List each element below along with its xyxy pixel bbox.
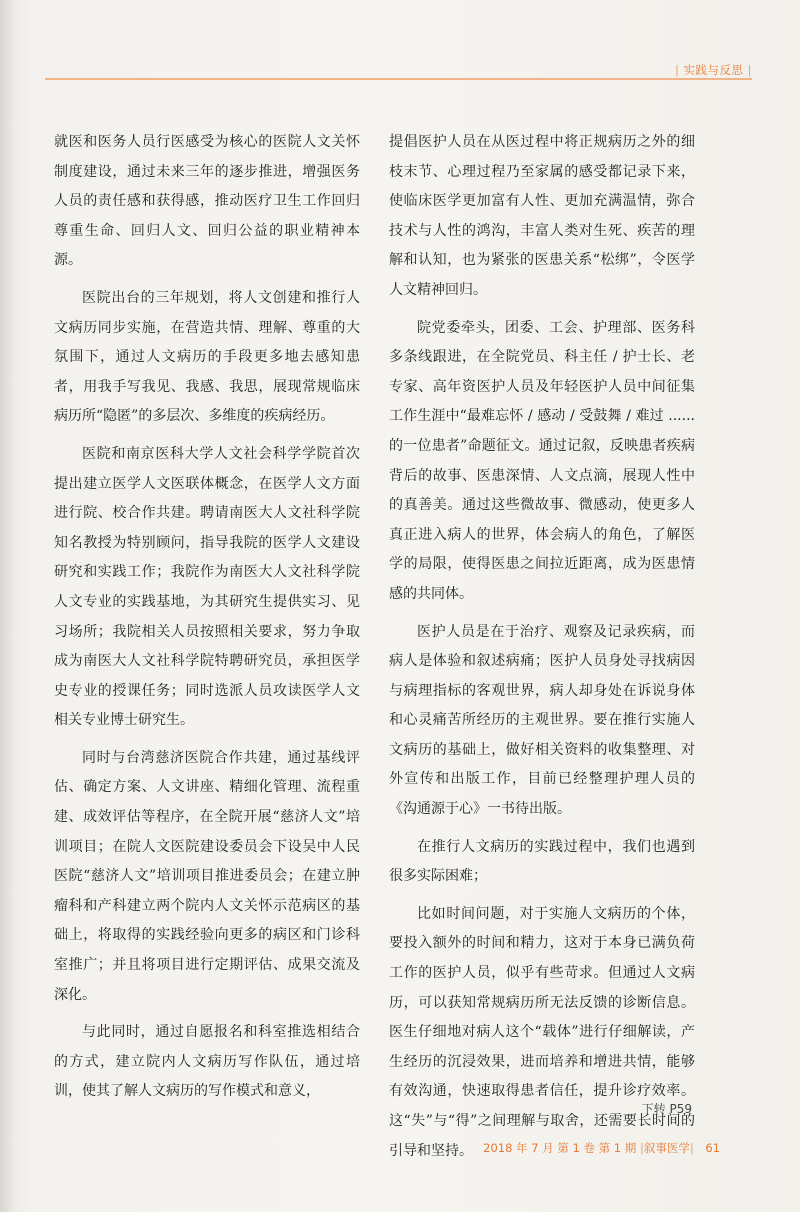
paragraph: 医院出台的三年规划，将人文创建和推行人文病历同步实施，在营造共情、理解、尊重的大氛围下，通过人文病历的手段更多地去感知患者，用我手写我见、我感、我思，展现常规临床病历所“隐匿”的多层次、多维度的疾病经历。 [54,289,360,425]
left-column [54,128,360,1115]
paragraph: 医院和南京医科大学人文社会科学学院首次提出建立医学人文医联体概念，在医学人文方面进行院、校合作共建。聘请南医大人文社科学院知名教授为特别顾问，指导我院的医学人文建设研究和实践工作；我院作为南医大人文社科学院人文专业的实践基地，为其研究生提供实习、见习场所；我院相关人员按照相关要求，努力争取成为南医大人文社科学院特聘研究员，承担医学史专业的授课任务；同时选派人员攻读医学人文相关专业博士研究生。 [54,445,360,729]
continued-note: 下转 P59 [641,1102,692,1116]
paragraph: 与此同时，通过自愿报名和科室推选相结合的方式，建立院内人文病历写作队伍，通过培训，使其了解人文病历的写作模式和意义， [54,1024,360,1100]
right-column [389,128,695,1174]
paragraph: 院党委牵头，团委、工会、护理部、医务科多条线跟进，在全院党员、科主任 / 护士长、老专家、高年资医护人员及年轻医护人员中间征集工作生涯中“最难忘怀 / 感动 / 受鼓舞 / 难过 ...... 的一位患者”命题征文。通过记叙，反映患者疾病背后的故事、医患深情、人文点滴，展现人性中的真善美。通过这些微故事、微感动，使更多人真正进入病人的世界，体会病人的角色，了解医学的局限，使得医患之间拉近距离，成为医患情感的共同体。 [389,319,695,602]
section-tag: | 实践与反思 | [674,63,752,77]
header-rule [45,78,752,80]
paragraph: 提倡医护人员在从医过程中将正规病历之外的细枝末节、心理过程乃至家属的感受都记录下来，使临床医学更加富有人性、更加充满温情，弥合技术与人性的鸿沟，丰富人类对生死、疾苦的理解和认知，也为紧张的医患关系“松绑”，令医学人文精神回归。 [389,134,695,298]
paragraph: 比如时间问题，对于实施人文病历的个体，要投入额外的时间和精力，这对于本身已满负荷工作的医护人员，似乎有些苛求。但通过人文病历，可以获知常规病历所无法反馈的诊断信息。医生仔细地对病人这个“载体”进行仔细解读，产生经历的沉浸效果，进而培养和增进共情，能够有效沟通，快速取得患者信任，提升诊疗效率。这“失”与“得”之间理解与取舍，还需要长时间的引导和坚持。 [389,905,695,1159]
footer-journal: 叙事医学 [643,1141,690,1155]
footer-date: 2018 年 7 月 [483,1141,554,1155]
paragraph: 在推行人文病历的实践过程中，我们也遇到很多实际困难； [389,838,695,885]
page-footer: 2018 年 7 月 第 1 卷 第 1 期 |叙事医学| 61 [483,1141,720,1155]
paragraph: 医护人员是在于治疗、观察及记录疾病，而病人是体验和叙述病痛；医护人员身处寻找病因与病理指标的客观世界，病人却身处在诉说身体和心灵痛苦所经历的主观世界。要在推行实施人文病历的基础上，做好相关资料的收集整理、对外宣传和出版工作，目前已经整理护理人员的《沟通源于心》一书待出版。 [389,623,695,818]
footer-issue: 第 1 期 [598,1141,637,1155]
footer-volume: 第 1 卷 [557,1141,595,1155]
paragraph: 就医和医务人员行医感受为核心的医院人文关怀制度建设，通过未来三年的逐步推进，增强医务人员的责任感和获得感，推动医疗卫生工作回归尊重生命、回归人文、回归公益的职业精神本源。 [54,134,360,269]
page-number: 61 [705,1141,720,1155]
paragraph: 同时与台湾慈济医院合作共建，通过基线评估、确定方案、人文讲座、精细化管理、流程重建、成效评估等程序，在全院开展“慈济人文”培训项目；在院人文医院建设委员会下设吴中人民医院“慈济人文”培训项目推进委员会；在建立肿瘤科和产科建立两个院内人文关怀示范病区的基础上，将取得的实践经验向更多的病区和门诊科室推广；并且将项目进行定期评估、成果交流及深化。 [54,749,360,1003]
scan-edge-shadow [0,0,14,1212]
section-title: 实践与反思 [683,63,744,77]
